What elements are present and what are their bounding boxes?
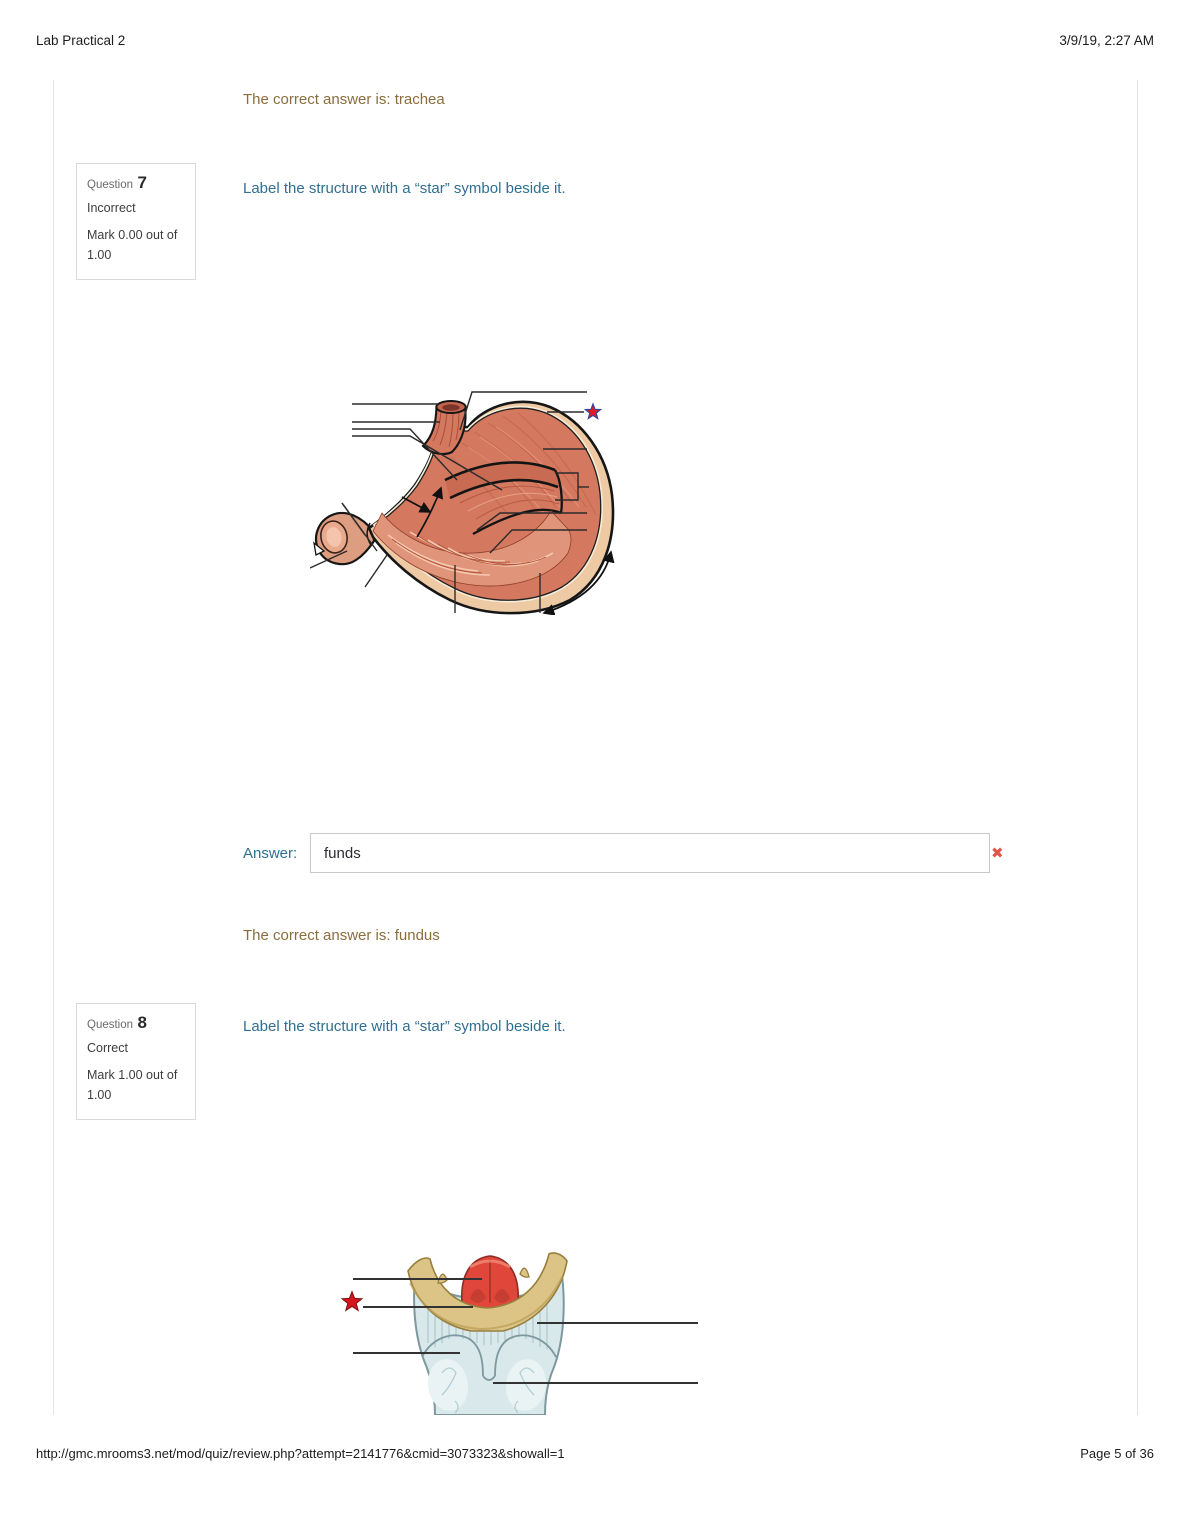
print-timestamp: 3/9/19, 2:27 AM: [1059, 33, 1154, 48]
footer-url: http://gmc.mrooms3.net/mod/quiz/review.php?attempt=2141776&cmid=3073323&showall=1: [36, 1446, 565, 1461]
question-mark: Mark 1.00 out of 1.00: [87, 1068, 178, 1102]
duodenum: [314, 513, 374, 564]
question-mark: Mark 0.00 out of 1.00: [87, 228, 178, 262]
question-7-prompt: Label the structure with a “star” symbol beside it.: [243, 180, 566, 197]
footer-page-indicator: Page 5 of 36: [1080, 1446, 1154, 1461]
question-status: Incorrect: [87, 201, 136, 215]
question-7-info-box: [76, 163, 196, 280]
question-8-prompt: Label the structure with a “star” symbol beside it.: [243, 1018, 566, 1035]
correct-answer-feedback-previous: The correct answer is: trachea: [243, 91, 445, 108]
answer-input[interactable]: [310, 833, 990, 873]
star-marker-icon: [585, 404, 600, 419]
larynx-diagram: [330, 1243, 710, 1415]
question-number: 8: [137, 1013, 147, 1032]
question-8-info-box: [76, 1003, 196, 1120]
correct-answer-feedback-q7: The correct answer is: fundus: [243, 927, 440, 944]
question-status: Correct: [87, 1041, 128, 1055]
content-frame: [53, 80, 1138, 1415]
stomach-diagram: [310, 385, 620, 615]
question-label: Question: [87, 1019, 134, 1031]
answer-label: Answer:: [243, 845, 298, 862]
question-label: Question: [87, 179, 134, 191]
stomach-figure: [310, 385, 620, 615]
page-title: Lab Practical 2: [36, 33, 126, 48]
incorrect-cross-icon: ✖: [991, 845, 1004, 862]
star-marker-icon: [342, 1292, 362, 1311]
larynx-figure: [330, 1243, 710, 1415]
question-number: 7: [137, 173, 147, 192]
